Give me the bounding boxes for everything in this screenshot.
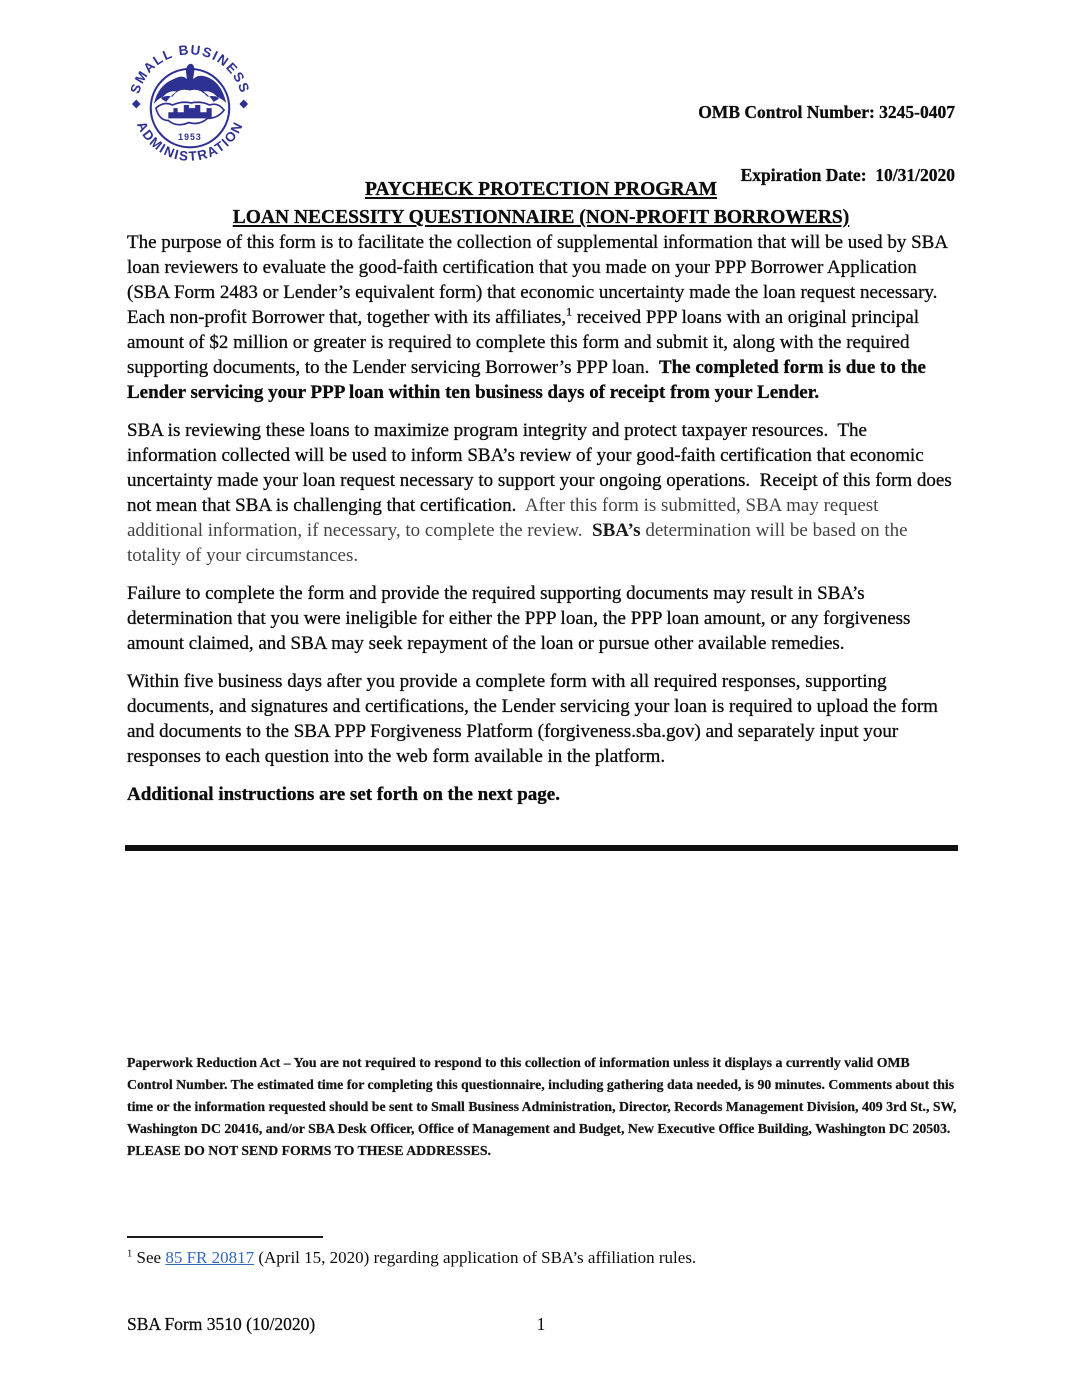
footnote-1 (127, 1247, 957, 1269)
seal-diamond-left-icon (132, 100, 141, 109)
footer-form-number: SBA Form 3510 (10/2020) (127, 1314, 316, 1334)
main-text (127, 230, 957, 820)
title-line-1: PAYCHECK PROTECTION PROGRAM (364, 179, 718, 200)
seal-text-bottom: ADMINISTRATION (133, 118, 247, 164)
footnote-post-text: (April 15, 2020) regarding application of SBA’s affiliation rules. (254, 1248, 697, 1267)
p1-text-1: The purpose of this form is to facilitate the collection of supplemental information that will be used by SBA loan reviewers to evaluate the good-faith certification that you made on your PPP Borrower Application (SBA Form 2483 or Lender’s equivalent form) that economic uncertainty made the loan request necessary. Each non-profit Borrower that, together with its affiliates, (127, 232, 952, 328)
expiration-date: Expiration Date: 10/31/2020 (740, 165, 955, 185)
section-divider (125, 845, 958, 851)
document-title (0, 176, 1082, 232)
p1-deadline-bold: The completed form is due to the Lender servicing your PPP loan within ten business days of receipt from your Lender. (127, 357, 931, 403)
footnote-link-85-fr-20817[interactable]: 85 FR 20817 (165, 1248, 255, 1267)
paragraph-failure-to-complete: Failure to complete the form and provide the required supporting documents may result in SBA’s determination that you were ineligible for either the PPP loan, the PPP loan amount, or any forgiveness amount claimed, and SBA may seek repayment of the loan or pursue other available remedies. (127, 583, 916, 654)
footnote-ref-1: 1 (566, 305, 573, 319)
paragraph-review (127, 418, 957, 568)
pra-emphasis: PLEASE DO NOT SEND FORMS TO THESE ADDRESSES. (127, 1143, 491, 1158)
paragraph-purpose (127, 230, 957, 405)
footer-page-number: 1 (536, 1314, 546, 1334)
p2-text-1: SBA is reviewing these loans to maximize program integrity and protect taxpayer resources. The information collected will be used to inform SBA’s review of your good-faith certification that economic uncertainty made your loan request necessary to support your ongoing operations. Receipt of this form does not mean that SBA is challenging that certification. (127, 420, 957, 516)
footnote-divider (127, 1236, 323, 1238)
title-line-2: LOAN NECESSITY QUESTIONNAIRE (NON-PROFIT BORROWERS) (232, 207, 850, 228)
seal-year: 1953 (178, 132, 202, 143)
p1-text-2: received PPP loans with an original principal amount of $2 million or greater is required to complete this form and submit it, along with the required supporting documents, to the Lender servicing Borrower’s PPP loan. (127, 307, 924, 378)
p2-text-2: After this form is submitted, SBA may request additional information, if necessary, to complete the review. (127, 495, 884, 541)
paragraph-upload-requirement: Within five business days after you provide a complete form with all required responses, supporting documents, and signatures and certifications, the Lender servicing your loan is required to upload the form and documents to the SBA PPP Forgiveness Platform (forgiveness.sba.gov) and separately input your responses to each question into the web form available in the platform. (127, 671, 943, 767)
seal-diamond-right-icon (239, 100, 248, 109)
eagle-icon (154, 64, 226, 104)
seal-text-top: SMALL BUSINESS (127, 42, 253, 96)
instructions-note: Additional instructions are set forth on the next page. (127, 784, 560, 805)
footnote-number: 1 (127, 1248, 133, 1260)
paperwork-reduction-act-notice (127, 1052, 960, 1162)
p2-sba-bold: SBA’s (592, 520, 641, 541)
sba-seal-logo (127, 42, 253, 168)
pra-body: – You are not required to respond to this collection of information unless it displays a currently valid OMB Control Number. The estimated time for completing this questionnaire, including gathering data needed, is 90 minutes. Comments about this time or the information requested should be sent to Small Business Administration, Director, Records Management Division, 409 3rd St., SW, Washington DC 20416, and/or SBA Desk Officer, Office of Management and Budget, New Executive Office Building, Washington DC 20503. (127, 1055, 960, 1136)
p2-text-3: determination will be based on the totality of your circumstances. (127, 520, 913, 566)
omb-control-number: OMB Control Number: 3245-0407 (698, 102, 955, 122)
footnote-pre-text: See (132, 1248, 166, 1267)
cityscape-icon (168, 105, 211, 118)
pra-lead: Paperwork Reduction Act (127, 1055, 281, 1070)
